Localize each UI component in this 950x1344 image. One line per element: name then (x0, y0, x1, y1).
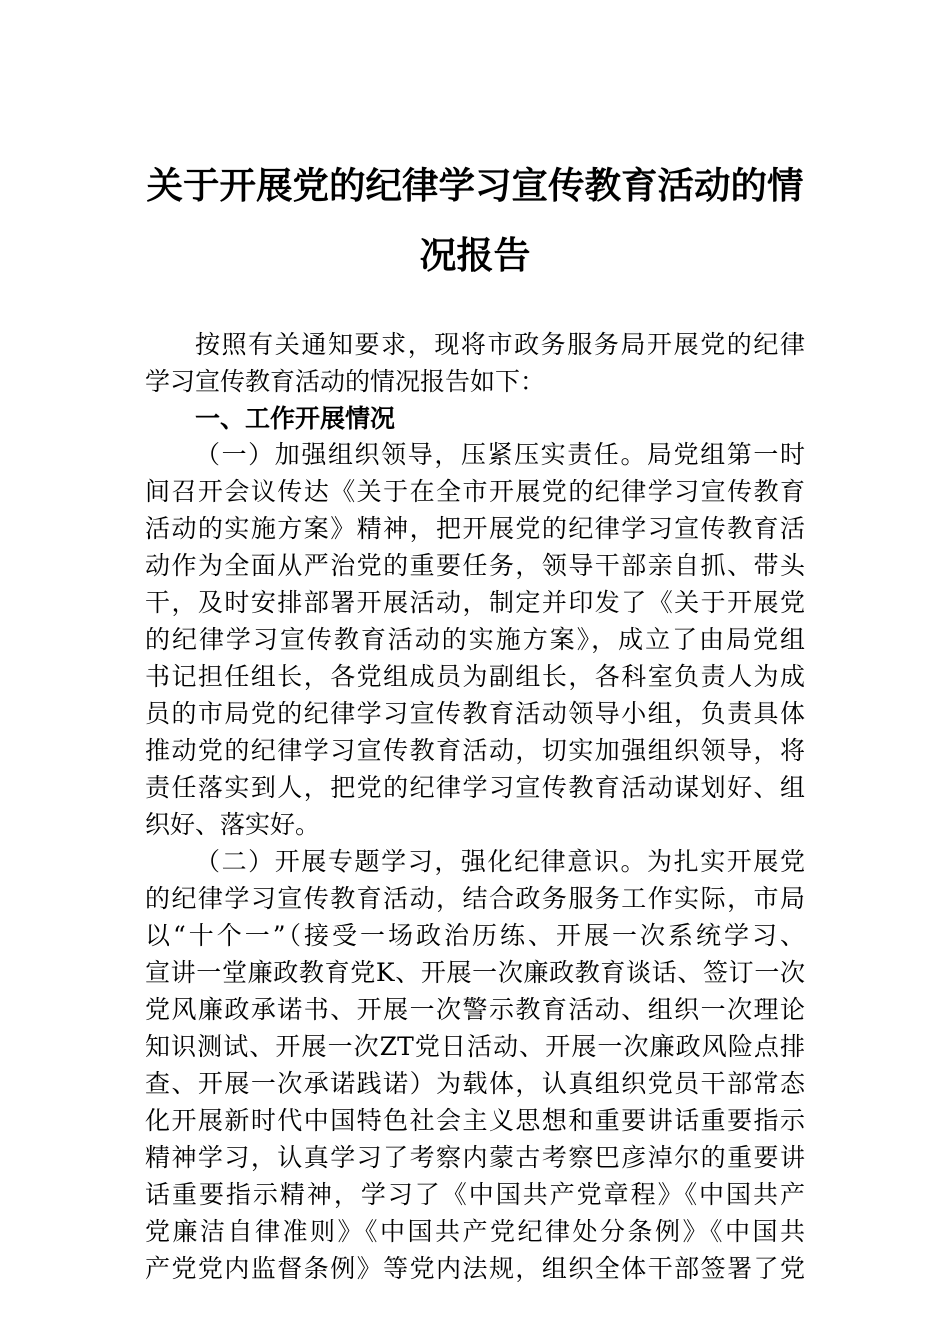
body-line: 织好、落实好。 (145, 810, 321, 839)
document-title-line-2: 况报告 (419, 233, 531, 277)
body-line: （一）加强组织领导，压紧压实责任。局党组第一时 (195, 440, 805, 469)
body-line: 党风廉政承诺书、开展一次警示教育活动、组织一次理论 (145, 995, 805, 1024)
body-line: 责任落实到人，把党的纪律学习宣传教育活动谋划好、组 (145, 773, 805, 802)
body-line: 间召开会议传达《关于在全市开展党的纪律学习宣传教育 (145, 477, 805, 506)
body-line: 查、开展一次承诺践诺）为载体，认真组织党员干部常态 (145, 1069, 805, 1098)
section-heading: 一、工作开展情况 (195, 404, 396, 433)
document-title-line-1: 关于开展党的纪律学习宣传教育活动的情 (146, 164, 804, 207)
body-line: 按照有关通知要求，现将市政务服务局开展党的纪律 (195, 330, 805, 359)
body-line: 干，及时安排部署开展活动，制定并印发了《关于开展党 (145, 588, 805, 617)
body-line: （二）开展专题学习，强化纪律意识。为扎实开展党 (195, 847, 805, 876)
body-line: 学习宣传教育活动的情况报告如下： (145, 367, 546, 396)
body-line: 宣讲一堂廉政教育党K、开展一次廉政教育谈话、签订一次 (145, 958, 805, 987)
body-line: 话重要指示精神，学习了《中国共产党章程》《中国共产 (145, 1180, 805, 1209)
body-line: 员的市局党的纪律学习宣传教育活动领导小组，负责具体 (145, 699, 805, 728)
body-line: 产党党内监督条例》等党内法规，组织全体干部签署了党 (145, 1254, 805, 1283)
body-line: 书记担任组长，各党组成员为副组长，各科室负责人为成 (145, 662, 805, 691)
body-line: 动作为全面从严治党的重要任务，领导干部亲自抓、带头 (145, 551, 805, 580)
body-line: 的纪律学习宣传教育活动的实施方案》，成立了由局党组 (145, 625, 805, 654)
body-line: 以“十个一”（接受一场政治历练、开展一次系统学习、 (145, 921, 805, 950)
body-line: 推动党的纪律学习宣传教育活动，切实加强组织领导，将 (145, 736, 805, 765)
body-line: 知识测试、开展一次ZT党日活动、开展一次廉政风险点排 (145, 1032, 805, 1061)
body-line: 精神学习，认真学习了考察内蒙古考察巴彦淖尔的重要讲 (145, 1143, 805, 1172)
body-line: 活动的实施方案》精神，把开展党的纪律学习宣传教育活 (145, 514, 805, 543)
body-line: 党廉洁自律准则》《中国共产党纪律处分条例》《中国共 (145, 1217, 805, 1246)
body-line: 化开展新时代中国特色社会主义思想和重要讲话重要指示 (145, 1106, 805, 1135)
body-line: 的纪律学习宣传教育活动，结合政务服务工作实际，市局 (145, 884, 805, 913)
